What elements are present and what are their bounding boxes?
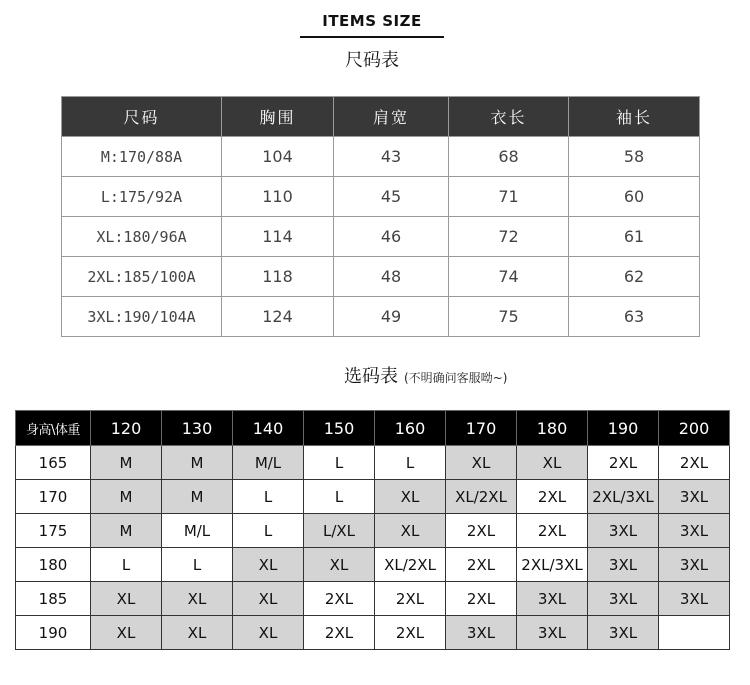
recommended-size-cell: M/L [233,446,304,480]
weight-header-cell: 150 [304,411,375,446]
recommended-size-cell: 3XL [517,582,588,616]
size-header-cell: 尺码 [62,97,222,137]
recommended-size-cell: XL [446,446,517,480]
recommended-size-cell: 3XL [659,582,730,616]
recommended-size-cell: M [91,514,162,548]
recommended-size-cell: 2XL [659,446,730,480]
picker-row [16,582,730,616]
size-table [61,96,700,337]
size-measure-cell: 45 [334,177,449,217]
height-cell: 180 [16,548,91,582]
size-measure-cell: 46 [334,217,449,257]
recommended-size-cell: L [375,446,446,480]
size-row [62,217,700,257]
size-measure-cell: 71 [449,177,569,217]
recommended-size-cell: L [233,514,304,548]
recommended-size-cell: 3XL [588,514,659,548]
picker-row [16,548,730,582]
recommended-size-cell: 3XL [659,548,730,582]
size-table-header-row [62,97,700,137]
recommended-size-cell: 2XL [517,480,588,514]
recommended-size-cell: XL [375,480,446,514]
items-size-title: ITEMS SIZE [322,12,422,30]
recommended-size-cell: XL [233,616,304,650]
recommended-size-cell: 2XL/3XL [517,548,588,582]
size-chart-title: 尺码表 [345,50,399,71]
recommended-size-cell: XL [162,616,233,650]
recommended-size-cell: 2XL [517,514,588,548]
recommended-size-cell: XL [233,582,304,616]
picker-row [16,514,730,548]
recommended-size-cell: XL/2XL [446,480,517,514]
size-measure-cell: 110 [222,177,334,217]
size-name-cell: L:175/92A [62,177,222,217]
recommended-size-cell: 3XL [517,616,588,650]
size-picker-title [344,362,507,388]
size-name-cell: XL:180/96A [62,217,222,257]
recommended-size-cell: 2XL [446,582,517,616]
recommended-size-cell: 2XL/3XL [588,480,659,514]
size-row [62,297,700,337]
recommended-size-cell: XL [91,582,162,616]
height-cell: 185 [16,582,91,616]
recommended-size-cell: M [91,446,162,480]
size-measure-cell: 74 [449,257,569,297]
recommended-size-cell: 3XL [659,514,730,548]
height-cell: 175 [16,514,91,548]
recommended-size-cell: 2XL [375,582,446,616]
recommended-size-cell: L [233,480,304,514]
recommended-size-cell: 2XL [304,616,375,650]
size-measure-cell: 63 [569,297,700,337]
recommended-size-cell: XL [91,616,162,650]
height-cell: 170 [16,480,91,514]
recommended-size-cell: XL [233,548,304,582]
weight-header-cell: 180 [517,411,588,446]
recommended-size-cell: 3XL [588,582,659,616]
height-weight-corner: 身高\体重 [16,411,91,446]
size-row [62,257,700,297]
size-measure-cell: 61 [569,217,700,257]
size-picker-table [15,410,730,650]
weight-header-cell: 170 [446,411,517,446]
height-cell: 190 [16,616,91,650]
size-header-cell: 袖长 [569,97,700,137]
size-picker-note: (不明确问客服呦~) [404,371,508,385]
recommended-size-cell: 2XL [588,446,659,480]
size-header-cell: 胸围 [222,97,334,137]
picker-row [16,480,730,514]
recommended-size-cell: 3XL [588,616,659,650]
size-measure-cell: 58 [569,137,700,177]
size-name-cell: M:170/88A [62,137,222,177]
weight-header-cell: 120 [91,411,162,446]
recommended-size-cell: 3XL [446,616,517,650]
recommended-size-cell: XL/2XL [375,548,446,582]
picker-row [16,616,730,650]
recommended-size-cell: 3XL [588,548,659,582]
picker-row [16,446,730,480]
size-measure-cell: 48 [334,257,449,297]
recommended-size-cell: XL [375,514,446,548]
size-measure-cell: 72 [449,217,569,257]
recommended-size-cell: 2XL [304,582,375,616]
size-name-cell: 2XL:185/100A [62,257,222,297]
recommended-size-cell: M [91,480,162,514]
recommended-size-cell [659,616,730,650]
size-measure-cell: 60 [569,177,700,217]
weight-header-cell: 160 [375,411,446,446]
recommended-size-cell: XL [517,446,588,480]
weight-header-cell: 200 [659,411,730,446]
recommended-size-cell: L [304,446,375,480]
recommended-size-cell: L [91,548,162,582]
recommended-size-cell: L/XL [304,514,375,548]
size-measure-cell: 118 [222,257,334,297]
size-row [62,137,700,177]
size-measure-cell: 68 [449,137,569,177]
size-measure-cell: 124 [222,297,334,337]
recommended-size-cell: M [162,480,233,514]
size-header-cell: 肩宽 [334,97,449,137]
weight-header-cell: 190 [588,411,659,446]
recommended-size-cell: L [304,480,375,514]
recommended-size-cell: 3XL [659,480,730,514]
recommended-size-cell: M/L [162,514,233,548]
recommended-size-cell: 2XL [446,548,517,582]
size-measure-cell: 43 [334,137,449,177]
height-cell: 165 [16,446,91,480]
recommended-size-cell: XL [162,582,233,616]
size-row [62,177,700,217]
size-measure-cell: 62 [569,257,700,297]
weight-header-cell: 130 [162,411,233,446]
title-underline [300,36,444,38]
size-header-cell: 衣长 [449,97,569,137]
recommended-size-cell: XL [304,548,375,582]
size-measure-cell: 114 [222,217,334,257]
size-name-cell: 3XL:190/104A [62,297,222,337]
size-measure-cell: 49 [334,297,449,337]
recommended-size-cell: L [162,548,233,582]
picker-header-row [16,411,730,446]
recommended-size-cell: 2XL [446,514,517,548]
recommended-size-cell: 2XL [375,616,446,650]
size-picker-title-text: 选码表 [344,366,398,387]
weight-header-cell: 140 [233,411,304,446]
size-measure-cell: 75 [449,297,569,337]
recommended-size-cell: M [162,446,233,480]
size-measure-cell: 104 [222,137,334,177]
